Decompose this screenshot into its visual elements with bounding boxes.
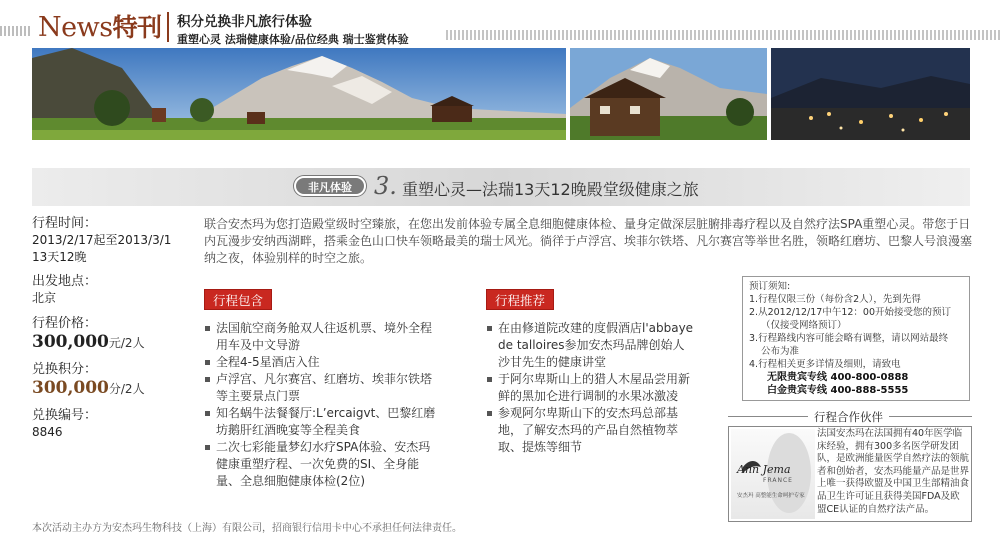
price-value: 300,000 — [32, 332, 109, 352]
recommend-list — [486, 320, 696, 456]
page-header — [0, 0, 1000, 48]
points-value: 300,000 — [32, 378, 109, 398]
includes-item: 法国航空商务舱双人往返机票、境外全程用车及中文导游 — [204, 320, 440, 354]
footer-disclaimer: 本次活动主办方为安杰玛生物科技（上海）有限公司，招商银行信用卡中心不承担任何法律责任。 — [32, 523, 462, 534]
includes-item: 全程4-5星酒店入住 — [204, 354, 440, 371]
intro-paragraph: 联合安杰玛为您打造殿堂级时空臻旅，在您出发前体验专属全息细胞健康体检、量身定做深层脏腑排毒疗程以及自然疗法SPA重塑心灵。带您于日内瓦漫步安纳西湖畔，搭乘金色山口快车领略最美的瑞士风光。徜徉于卢浮宫、埃菲尔铁塔、凡尔赛宫等举世名胜，领略红磨坊、巴黎人号浪漫塞纳之夜，体验别样的时空之旅。 — [204, 217, 973, 265]
ann-jema-logo — [731, 429, 815, 519]
notice-item: （仅接受网络预订） — [761, 320, 847, 331]
header-stripe-left — [0, 26, 32, 36]
recommend-tag: 行程推荐 — [486, 289, 554, 310]
news-title-zh: 特刊 — [112, 13, 162, 42]
notice-item: 1.行程仅限三份（每份含2人），先到先得 — [749, 294, 921, 305]
recommend-item: 于阿尔卑斯山上的猎人木屋品尝用新鲜的黑加仑进行调制的水果冰激凌 — [486, 371, 696, 405]
code-value: 8846 — [32, 425, 63, 439]
header-main-title: 积分兑换非凡旅行体验 — [177, 14, 312, 30]
trip-number: 3. — [374, 172, 397, 200]
code-label: 兑换编号： — [32, 408, 98, 423]
header-subtitle: 重塑心灵 法瑞健康体验/品位经典 瑞士鉴赏体验 — [177, 33, 409, 46]
points-label: 兑换积分： — [32, 362, 98, 377]
price-label: 行程价格： — [32, 316, 98, 331]
time-value: 2013/2/17起至2013/3/1 13天12晚 — [32, 233, 172, 264]
notice-item: 公布为准 — [761, 346, 800, 357]
partner-description: 法国安杰玛在法国拥有40年医学临床经验，拥有300多名医学研发团队，是欧洲能量医学自然疗法的领航者和创始者，安杰玛能量产品是世界上唯一获得欧盟及中国卫生部精油食品卫生许可证且获得美国FDA及欧盟CE认证的自然疗法产品。 — [817, 428, 970, 515]
booking-notice — [742, 276, 970, 401]
notice-title: 预订须知: — [749, 281, 791, 292]
photo-night-view — [771, 48, 970, 140]
header-stripe-right — [446, 30, 1000, 40]
trip-title: 重塑心灵—法瑞13天12晚殿堂级健康之旅 — [402, 180, 699, 199]
includes-item: 卢浮宫、凡尔赛宫、红磨坊、埃菲尔铁塔等主要景点门票 — [204, 371, 440, 405]
hotline-unlimited: 无限贵宾专线 400-800-0888 — [767, 372, 909, 383]
photo-mountain-chalet — [570, 48, 767, 140]
partner-header-text: 行程合作伙伴 — [808, 409, 889, 425]
includes-item: 知名蜗牛法餐餐厅:L’ercaigvt、巴黎红磨坊鹅肝红酒晚宴等全程美食 — [204, 405, 440, 439]
hotline-platinum: 白金贵宾专线 400-888-5555 — [767, 385, 909, 396]
partner-box — [728, 426, 972, 522]
depart-value: 北京 — [32, 291, 57, 305]
news-title — [38, 8, 162, 44]
photo-alpine-village — [32, 48, 566, 140]
logo-name: Ann Jema — [737, 463, 791, 476]
time-label: 行程时间： — [32, 216, 98, 231]
notice-item: 2.从2012/12/17中午12：00开始接受您的预订 — [749, 307, 951, 318]
notice-item: 3.行程路线内容可能会略有调整，请以网站最终 — [749, 333, 949, 344]
includes-tag: 行程包含 — [204, 289, 272, 310]
header-divider — [167, 12, 169, 42]
price-unit: 元/2人 — [108, 336, 145, 350]
includes-list — [204, 320, 440, 490]
experience-pill: 非凡体验 — [294, 176, 366, 196]
points-unit: 分/2人 — [108, 382, 145, 396]
recommend-item: 参观阿尔卑斯山下的安杰玛总部基地，了解安杰玛的产品自然植物萃取、提炼等细节 — [486, 405, 696, 456]
notice-item: 4.行程相关更多详情及细则，请致电 — [749, 359, 901, 370]
trip-banner — [32, 168, 970, 206]
logo-tagline: 安杰玛 高整能生命呵护专家 — [737, 493, 805, 499]
includes-item: 二次七彩能量梦幻水疗SPA体验、安杰玛健康重塑疗程、一次免费的SI、全身能量、全息细胞健康体检(2位) — [204, 439, 440, 490]
logo-sub: FRANCE — [763, 477, 793, 484]
news-title-en: News — [38, 12, 113, 43]
recommend-item: 在由修道院改建的度假酒店l'abbaye de talloires参加安杰玛品牌创始人沙甘先生的健康讲堂 — [486, 320, 696, 371]
depart-label: 出发地点： — [32, 274, 98, 289]
partner-header — [728, 407, 972, 427]
